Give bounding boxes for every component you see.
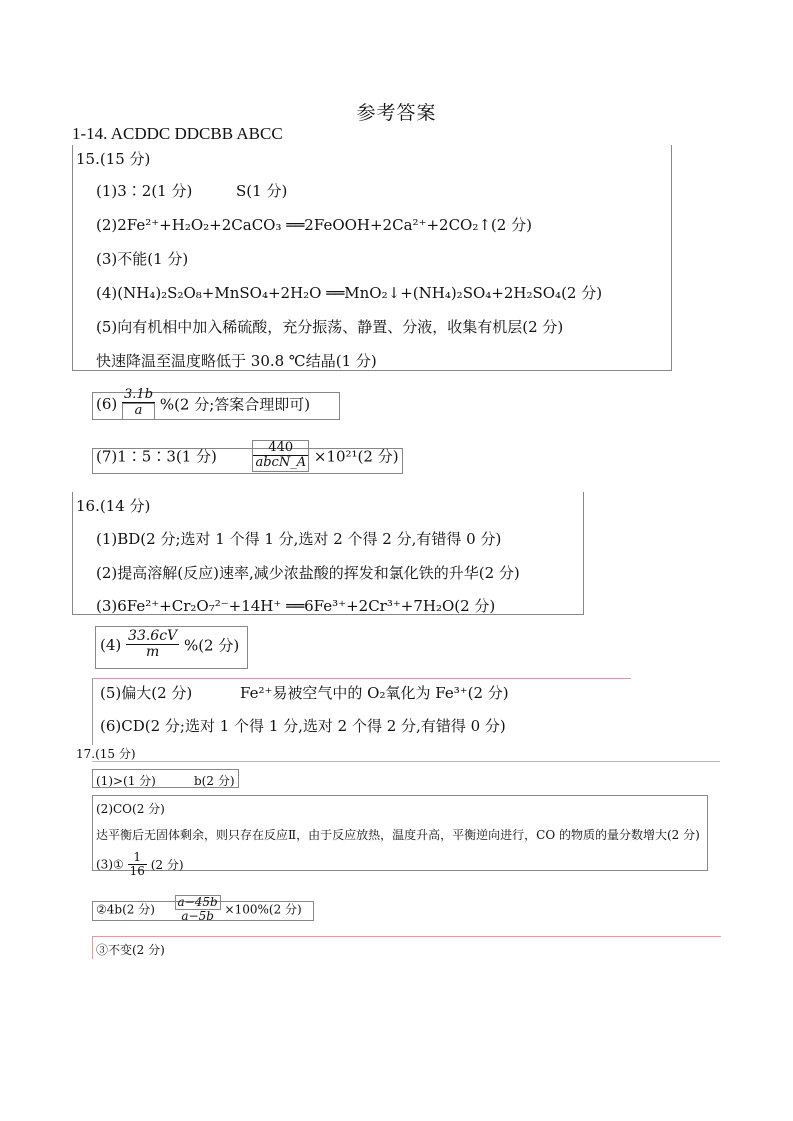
q17-line-2: (2)CO(2 分) — [96, 802, 165, 816]
q16-line-1: (1)BD(2 分;选对 1 个得 1 分,选对 2 个得 2 分,有错得 0 分) — [96, 530, 502, 548]
q15-part6 — [96, 388, 310, 420]
q17-line-1a: (1)>(1 分) — [96, 774, 156, 788]
q17-line-6: ③不变(2 分) — [96, 943, 165, 957]
q15-line-1a: (1)3∶2(1 分) — [96, 182, 193, 200]
q16-line-2: (2)提高溶解(反应)速率,减少浓盐酸的挥发和氯化铁的升华(2 分) — [96, 564, 520, 582]
q16-part4-numerator: 33.6cV — [128, 628, 178, 644]
q17-divider — [92, 761, 720, 762]
q17-line-1b: b(2 分) — [194, 774, 235, 788]
q16-part4-denominator: m — [145, 644, 160, 661]
q15-part7-denominator: abcN_A — [255, 455, 307, 471]
q16-part4-suffix: %(2 分) — [183, 636, 240, 655]
q15-line-6: 快速降温至温度略低于 30.8 ℃结晶(1 分) — [96, 352, 377, 370]
q17-part3-1-numerator: 1 — [128, 851, 147, 865]
q17-part3-1-denominator: 16 — [129, 864, 145, 879]
q15-part6-suffix: %(2 分;答案合理即可) — [159, 395, 311, 414]
q15-part7-prefix: (7)1∶5∶3(1 分) — [96, 447, 217, 466]
q17-part3-1-fraction — [128, 851, 147, 878]
q15-line-3: (3)不能(1 分) — [96, 250, 189, 268]
q15-part6-prefix: (6) — [96, 394, 118, 413]
q16-line-5a: (5)偏大(2 分) — [100, 684, 193, 702]
q16-line-6: (6)CD(2 分;选对 1 个得 1 分,选对 2 个得 2 分,有错得 0 分) — [100, 717, 506, 735]
q16-header: 16.(14 分) — [76, 497, 151, 515]
q16-part4 — [100, 629, 239, 661]
q17-part3-3-region — [92, 936, 721, 959]
q15-part7 — [96, 440, 399, 472]
q15-part7-suffix: ×10²¹(2 分) — [313, 447, 399, 466]
q17-part3-2-suffix: ×100%(2 分) — [224, 902, 302, 917]
q16-line-5b: Fe²⁺易被空气中的 O₂氧化为 Fe³⁺(2 分) — [240, 684, 509, 702]
q15-part7-numerator: 440 — [253, 441, 308, 456]
q16-part4-prefix: (4) — [100, 635, 122, 654]
q15-part7-fraction — [252, 440, 309, 472]
q16-part4-fraction — [126, 629, 179, 661]
page-title: 参考答案 — [356, 102, 437, 124]
q15-part6-numerator: 3.1b — [124, 387, 154, 402]
q17-header: 17.(15 分) — [76, 747, 136, 761]
q15-line-4: (4)(NH₄)₂S₂O₈+MnSO₄+2H₂O ══MnO₂↓+(NH₄)₂SO₄+2H₂SO₄(2 分) — [96, 284, 603, 302]
q16-line-3: (3)6Fe²⁺+Cr₂O₇²⁻+14H⁺ ══6Fe³⁺+2Cr³⁺+7H₂O(2 分) — [96, 597, 496, 615]
multiple-choice-answers: 1-14. ACDDC DDCBB ABCC — [72, 124, 283, 143]
q17-line-4 — [96, 851, 184, 878]
q15-line-5: (5)向有机相中加入稀硫酸，充分振荡、静置、分液，收集有机层(2 分) — [96, 318, 564, 336]
q15-part6-fraction — [122, 388, 155, 420]
q15-part6-denominator: a — [122, 403, 155, 419]
q17-line-5 — [96, 895, 302, 923]
q15-header: 15.(15 分) — [76, 150, 151, 168]
q15-line-1b: S(1 分) — [236, 182, 288, 200]
q17-line-3: 达平衡后无固体剩余，则只存在反应Ⅱ，由于反应放热，温度升高，平衡逆向进行，CO 的物质的量分数增大(2 分) — [96, 828, 700, 842]
q17-part3-1-prefix: (3)① — [96, 857, 124, 872]
q15-line-2: (2)2Fe²⁺+H₂O₂+2CaCO₃ ══2FeOOH+2Ca²⁺+2CO₂↑(2 分) — [96, 216, 532, 234]
q17-part3-1-suffix: (2 分) — [150, 858, 184, 873]
q17-part3-2-denominator: a−5b — [181, 909, 214, 924]
q17-part3-2-numerator: a−45b — [175, 895, 221, 910]
q17-part3-2-fraction — [175, 895, 221, 923]
q17-part3-2-prefix: ②4b(2 分) — [96, 902, 155, 917]
